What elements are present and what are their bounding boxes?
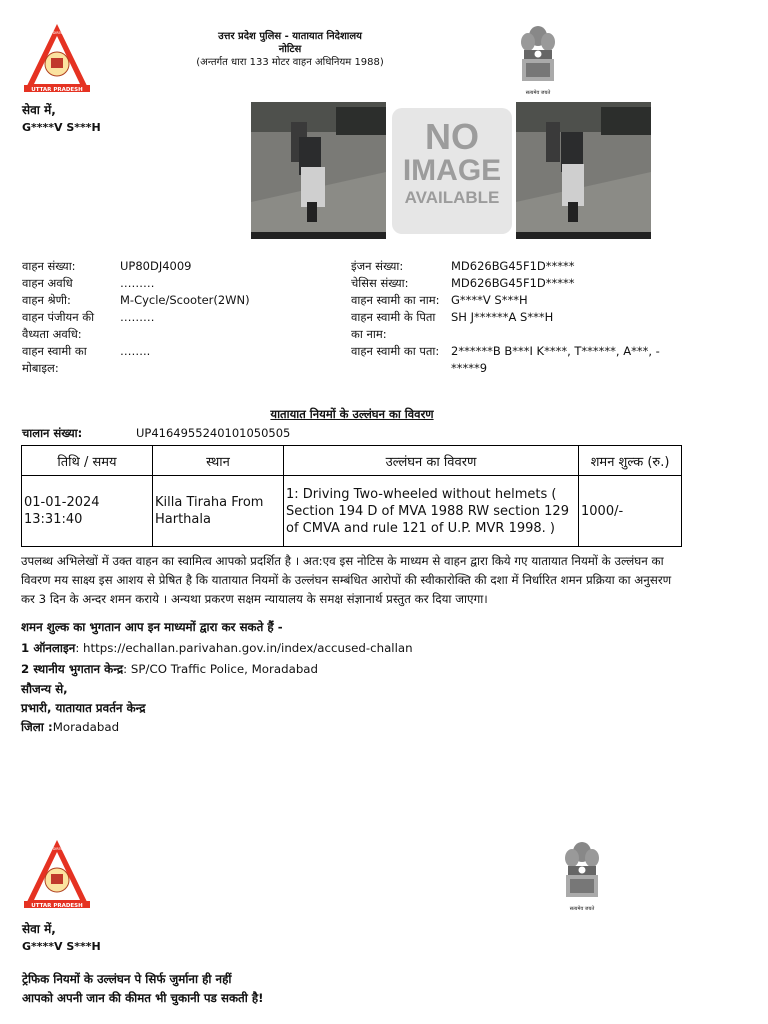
engine-number-value: MD626BG45F1D*****: [451, 259, 575, 273]
registration-validity-value: ………: [120, 310, 155, 324]
owner-mobile-label-2: मोबाइल:: [22, 361, 59, 375]
logo-bottom-text-2: UTTAR PRADESH: [31, 903, 83, 909]
notice-paragraph: उपलब्ध अभिलेखों में उक्त वाहन का स्वामित्व आपको प्रदर्शित है । अत:एव इस नोटिस के माध्यम से वाहन द्वारा किये गए यातायात नियमों के उल्लंघन का विवरण मय साक्ष्य इस आशय से प्रेषित है कि यातायात नियमों के उल्लंघन सम्बंधित आरोपों की स्वीकारोक्ति की दशा में निर्धारित शमन प्रक्रिया का अनुसरण कर 3 दिन के अन्दर शमन कराये । अन्यथा प्रकरण सक्षम न्यायालय के समक्ष संज्ञानार्थ प्रस्तुत कर दिया जाएगा।: [21, 554, 672, 606]
district: [21, 718, 146, 737]
owner-mobile-label: वाहन स्वामी का: [22, 344, 87, 358]
vehicle-period-label: वाहन अवधि: [22, 276, 73, 290]
national-emblem: [518, 22, 562, 96]
signature-block: [21, 680, 146, 737]
recipient-name-2: G****V S***H: [22, 940, 101, 953]
owner-address-value-2: *****9: [451, 361, 488, 375]
owner-name-label: वाहन स्वामी का नाम:: [351, 293, 440, 307]
recipient-2: [22, 920, 101, 956]
col-fee: शमन शुल्क (रु.): [579, 446, 682, 476]
local-value: : SP/CO Traffic Police, Moradabad: [123, 662, 319, 676]
logo-top-text-2: TRAFFIC DIRECTORATE: [38, 847, 76, 851]
district-value: Moradabad: [52, 720, 120, 734]
table-header-row: [22, 446, 682, 476]
owner-father-label: वाहन स्वामी के पिता: [351, 310, 436, 324]
evidence-photo-left: [251, 102, 386, 239]
challan-label: चालान संख्या:: [22, 426, 83, 440]
owner-address-value: 2******B B***I K****, T******, A***, -: [451, 344, 660, 358]
cell-fee: 1000/-: [579, 476, 682, 547]
violation-title: यातायात नियमों के उल्लंघन का विवरण: [270, 407, 434, 421]
owner-name-value: G****V S***H: [451, 293, 528, 307]
vehicle-details-left: [22, 258, 342, 377]
no-image-text-3: AVAILABLE: [404, 188, 500, 207]
col-description: उल्लंघन का विवरण: [284, 446, 579, 476]
traffic-directorate-logo: [22, 22, 92, 94]
evidence-photo-right: [516, 102, 651, 239]
vehicle-number-label: वाहन संख्या:: [22, 259, 76, 273]
violation-table: [21, 445, 682, 547]
header-line2: नोटिस: [278, 44, 302, 55]
logo-bottom-text: UTTAR PRADESH: [31, 87, 83, 93]
cell-date-time: [22, 476, 153, 547]
chassis-number-label: चेसिस संख्या:: [351, 276, 409, 290]
violation-date: 01-01-2024: [24, 495, 100, 510]
salutation-2: सेवा में,: [22, 922, 56, 936]
header-line3: (अन्तर्गत धारा 133 मोटर वाहन अधिनियम 1988): [196, 57, 384, 68]
col-date-time: तिथि / समय: [22, 446, 153, 476]
online-link[interactable]: : https://echallan.parivahan.gov.in/index/accused-challan: [75, 641, 413, 655]
vehicle-number-value: UP80DJ4009: [120, 259, 192, 273]
registration-validity-label: वाहन पंजीयन की: [22, 310, 95, 324]
payment-online: [21, 638, 701, 659]
payment-title: शमन शुल्क का भुगतान आप इन माध्यमों द्वारा कर सकते हैं -: [21, 620, 283, 634]
traffic-directorate-logo-2: [22, 838, 92, 910]
owner-father-label-2: का नाम:: [351, 327, 387, 341]
recipient-name: G****V S***H: [22, 121, 101, 134]
district-label: जिला :: [21, 720, 53, 734]
officer: प्रभारी, यातायात प्रवर्तन केन्द्र: [21, 701, 146, 715]
notice-header: [180, 30, 400, 69]
registration-validity-label-2: वैध्यता अवधि:: [22, 327, 82, 341]
online-label: 1 ऑनलाइन: [21, 641, 76, 655]
table-row: [22, 476, 682, 547]
payment-local: [21, 659, 701, 680]
engine-number-label: इंजन संख्या:: [351, 259, 404, 273]
vehicle-period-value: ………: [120, 276, 155, 290]
vehicle-class-label: वाहन श्रेणी:: [22, 293, 71, 307]
cell-description: 1: Driving Two-wheeled without helmets ( Section 194 D of MVA 1988 RW section 129 of CMVA and rule 121 of U.P. MVR 1998. ): [284, 476, 579, 547]
warning-line2: आपको अपनी जान की कीमत भी चुकानी पड सकती है!: [22, 991, 264, 1005]
no-image-text-1: NO: [425, 116, 479, 157]
owner-father-value: SH J******A S***H: [451, 310, 554, 324]
warning-line1: ट्रेफिक नियमों के उल्लंघन पे सिर्फ जुर्माना ही नहीं: [22, 972, 232, 986]
cell-place: Killa Tiraha From Harthala: [153, 476, 284, 547]
warning-message: [22, 970, 264, 1008]
chassis-number-value: MD626BG45F1D*****: [451, 276, 575, 290]
national-emblem-2: [562, 838, 606, 912]
no-image-placeholder: [392, 108, 512, 234]
owner-mobile-value: ……..: [120, 344, 151, 358]
col-place: स्थान: [153, 446, 284, 476]
courtesy: सौजन्य से,: [21, 682, 68, 696]
owner-address-label: वाहन स्वामी का पता:: [351, 344, 440, 358]
payment-section: [21, 617, 701, 680]
challan-number: UP4164955240101050505: [136, 426, 291, 440]
no-image-text-2: IMAGE: [402, 154, 502, 187]
vehicle-class-value: M-Cycle/Scooter(2WN): [120, 293, 250, 307]
local-label: 2 स्थानीय भुगतान केन्द्र: [21, 662, 124, 676]
logo-top-text: TRAFFIC DIRECTORATE: [38, 31, 76, 35]
salutation: सेवा में,: [22, 103, 56, 117]
vehicle-details-right: [351, 258, 671, 377]
emblem-caption: सत्यमेव जयते: [525, 90, 551, 96]
emblem-caption-2: सत्यमेव जयते: [569, 906, 595, 912]
violation-time: 13:31:40: [24, 512, 83, 527]
recipient: [22, 101, 101, 137]
header-line1: उत्तर प्रदेश पुलिस - यातायात निदेशालय: [218, 31, 362, 42]
